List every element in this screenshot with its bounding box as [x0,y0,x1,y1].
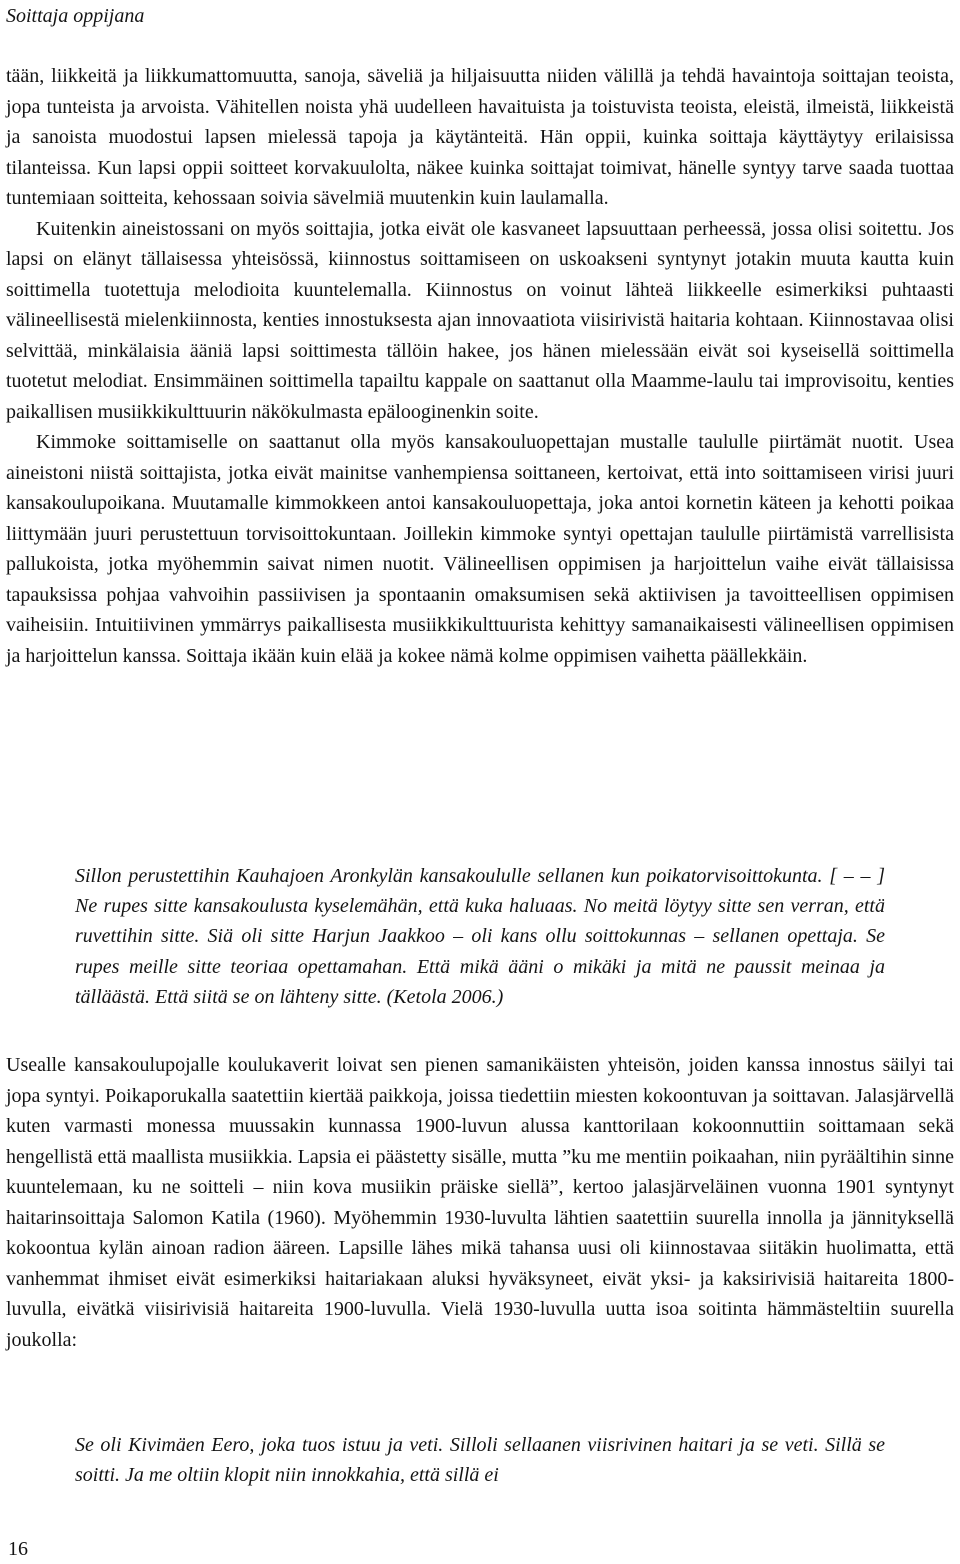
body-text-block [6,61,954,671]
running-title: Soittaja oppijana [6,5,145,27]
paragraph: tään, liikkeitä ja liikkumattomuutta, sanoja, säveliä ja hiljaisuutta niiden välillä ja tehdä havaintoja soittajan teoista, jopa tunteista ja arvoista. Vähitellen noista yhä uudelleen havaituista ja toistuvista teoista, eleistä, ilmeistä, liikkeistä ja sanoista muodostui lapsen mielessä tapoja ja käytänteitä. Hän oppii, kuinka soittaja käyttäytyy erilaisissa tilanteissa. Kun lapsi oppii soitteet korvakuulolta, näkee kuinka soittajat toimivat, hänelle syntyy tarve saada tuottaa tuntemiaan soitteita, kehossaan soivia sävelmiä muutenkin kuin laulamalla. [6,65,954,209]
paragraph: Kuitenkin aineistossani on myös soittajia, jotka eivät ole kasvaneet lapsuuttaan perheessä, jossa olisi soitettu. Jos lapsi on elänyt tällaisessa yhteisössä, kiinnostus soittamiseen on uskoakseni syntynyt jotakin muuta kautta kuin soittimella tuotettuja melodioita kuuntelemalla. Kiinnostus on voinut lähteä liikkeelle esimerkiksi puhtaasti välineellisestä mielenkiinnosta, kenties innostuksesta ajan innovaatiota viisirivistä haitaria kohtaan. Kiinnostavaa olisi selvittää, minkälaisia ääniä lapsi soittimesta tällöin hakee, jos hänen mielessään eivät soi kyseisellä soittimella tuotetut melodiat. Ensimmäinen soittimella tapailtu kappale on saattanut olla Maamme-laulu tai improvisoitu, kenties paikallisen musiikkikulttuurin näkökulmasta epälooginenkin soite. [6,217,954,423]
block-quote: Sillon perustettihin Kauhajoen Aronkylän kansakoululle sellanen kun poikatorvisoittokunta. [ – – ] Ne rupes sitte kansakoulusta kyselemähän, että kuka haluaas. No meitä löytyy sitte sen verran, että ruvettihin sitte. Siä oli sitte Harjun Jaakkoo – oli kans ollu soittokunnas – sellanen opettaja. Se rupes meille sitte teoriaa opettamahan. Että mikä ääni o mikäki ja mitä ne paussit meinaa ja tälläästä. Että siitä se on lähteny sitte. (Ketola 2006.) [75,865,885,1008]
paragraph: Usealle kansakoulupojalle koulukaverit loivat sen pienen samanikäisten yhteisön, joiden kanssa innostus säilyi tai jopa syntyi. Poikaporukalla saatettiin kiertää paikkoja, joissa tiedettiin miesten kokoontuvan ja soittavan. Jalasjärvellä kuten varmasti monessa muussakin kunnassa 1900-luvun alussa kanttorilaan kokoonnuttiin soittamaan sekä hengellistä että maallista musiikkia. Lapsia ei päästetty sisälle, mutta ”ku me mentiin poikaahan, niin pyräältihin sinne kuuntelemaan, ku ne soitteli – niin kova musiikin präiske siellä”, kertoo jalasjärveläinen vuonna 1901 syntynyt haitarinsoittaja Salomon Katila (1960). Myöhemmin 1930-luvulta lähtien saatettiin suurella innolla ja jännityksellä kokoontua kylän ainoan radion ääreen. Lapsille lähes mikä tahansa uusi oli kiinnostavaa siitäkin huolimatta, että vanhemmat ihmiset eivät esimerkiksi haitariakaan aluksi hyväksyneet, eivät yksi- ja kaksirivisiä haitareita 1800-luvulla, eivätkä viisirivisiä haitareita 1900-luvulla. Vielä 1930-luvulla uutta isoa soitinta hämmästeltiin suurella joukolla: [6,1054,954,1351]
body-text-block [6,1050,954,1355]
page-number: 16 [8,1538,28,1560]
block-quote: Se oli Kivimäen Eero, joka tuos istuu ja veti. Silloli sellaanen viisrivinen haitari ja se veti. Sillä se soitti. Ja me oltiin klopit niin innokkahia, että sillä ei [75,1434,885,1487]
paragraph: Kimmoke soittamiselle on saattanut olla myös kansakouluopettajan mustalle taululle piirtämät nuotit. Usea aineistoni niistä soittajista, jotka eivät mainitse vanhempiensa soittaneen, kertoivat, että into soittamiseen virisi juuri kansakoulupoikana. Muutamalle kimmokkeen antoi kansakouluopettaja, joka antoi kornetin käteen ja kehotti poikaa liittymään juuri perustettuun torvisoittokuntaan. Joillekin kimmoke syntyi opettajan taululle piirtämistä varrellisista pallukoista, jotka myöhemmin saivat nimen nuotit. Välineellisen oppimisen ja harjoittelun vaihe eivät tällaisissa tapauksissa pohjaa vahvoihin passiivisen ja spontaanin omaksumisen sekä aktiivisen ja tavoitteellisen oppimisen vaiheisiin. Intuitiivinen ymmärrys paikallisesta musiikkikulttuurista kehittyy samanaikaisesti välineellisen oppimisen ja harjoittelun kanssa. Soittaja ikään kuin elää ja kokee nämä kolme oppimisen vaihetta päällekkäin. [6,431,954,667]
